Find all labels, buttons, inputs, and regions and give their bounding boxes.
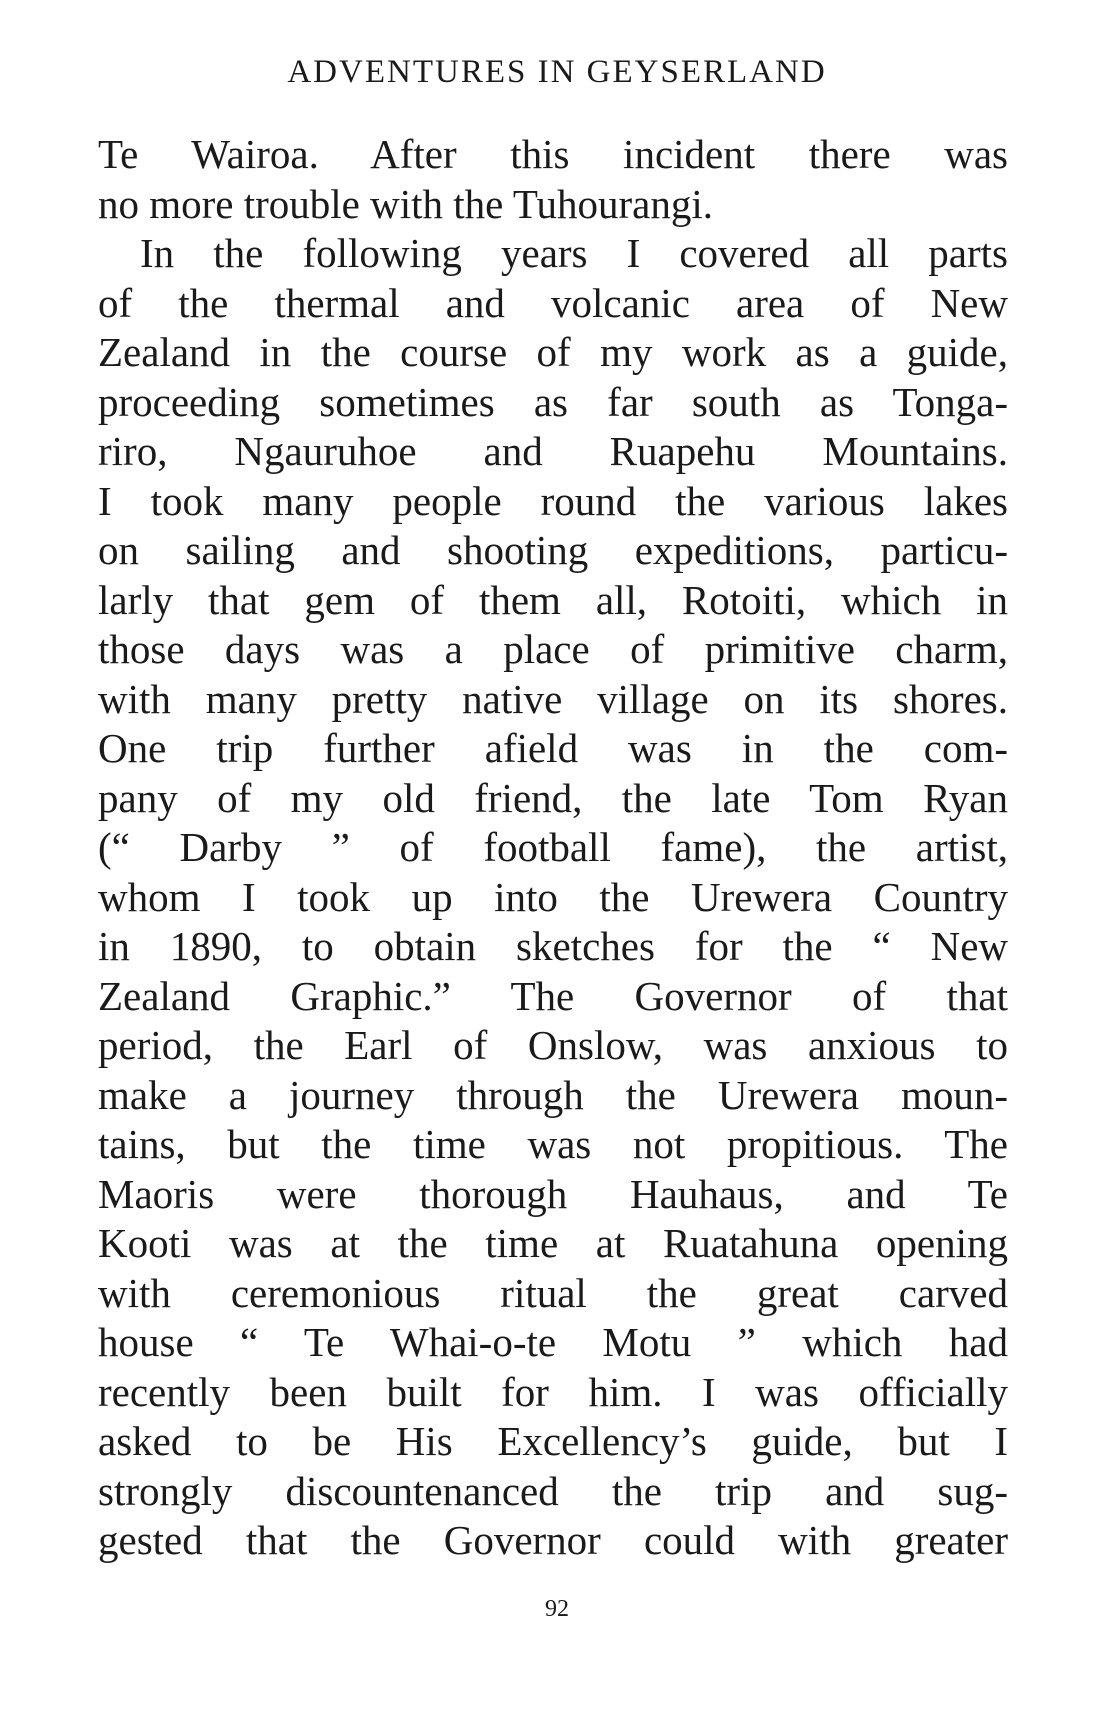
text-line: (“ Darby ” of football fame), the artist, [98, 824, 1008, 870]
text-line: strongly discountenanced the trip and sug- [98, 1467, 1008, 1514]
text-line: asked to be His Excellency’s guide, but I [98, 1418, 1008, 1464]
text-line: no more trouble with the Tuhourangi. [98, 180, 713, 227]
text-line: house “ Te Whai-o-te Motu ” which had [98, 1319, 1008, 1365]
text-line: make a journey through the Urewera moun- [98, 1071, 1008, 1118]
text-line: in 1890, to obtain sketches for the “ New [98, 923, 1008, 969]
body-text [98, 130, 1008, 1566]
text-line: recently been built for him. I was officially [98, 1368, 1008, 1415]
running-head: ADVENTURES IN GEYSERLAND [287, 54, 827, 90]
text-line: whom I took up into the Urewera Country [98, 873, 1008, 920]
text-line: Zealand in the course of my work as a guide, [98, 329, 1008, 375]
text-line: on sailing and shooting expeditions, particu- [98, 527, 1008, 573]
text-line: with many pretty native village on its shores. [98, 675, 1008, 722]
text-line: Maoris were thorough Hauhaus, and Te [98, 1170, 1008, 1217]
text-line: larly that gem of them all, Rotoiti, which in [98, 576, 1008, 623]
text-line: Te Wairoa. After this incident there was [98, 131, 1008, 177]
page-number: 92 [545, 1596, 569, 1622]
text-line: of the thermal and volcanic area of New [98, 279, 1008, 326]
text-line: with ceremonious ritual the great carved [98, 1269, 1008, 1316]
text-line: pany of my old friend, the late Tom Ryan [98, 774, 1008, 821]
text-line: One trip further afield was in the com- [98, 725, 1008, 771]
text-line: I took many people round the various lakes [98, 477, 1008, 524]
text-line: In the following years I covered all parts [140, 230, 1008, 276]
text-line: tains, but the time was not propitious. The [98, 1121, 1008, 1167]
text-line: Zealand Graphic.” The Governor of that [98, 972, 1008, 1019]
text-line: those days was a place of primitive charm, [98, 626, 1008, 672]
text-line: gested that the Governor could with greater [98, 1517, 1008, 1563]
text-line: proceeding sometimes as far south as Tonga- [98, 378, 1008, 425]
text-line: Kooti was at the time at Ruatahuna opening [98, 1220, 1008, 1266]
text-line: riro, Ngauruhoe and Ruapehu Mountains. [98, 428, 1008, 474]
text-line: period, the Earl of Onslow, was anxious to [98, 1022, 1008, 1068]
